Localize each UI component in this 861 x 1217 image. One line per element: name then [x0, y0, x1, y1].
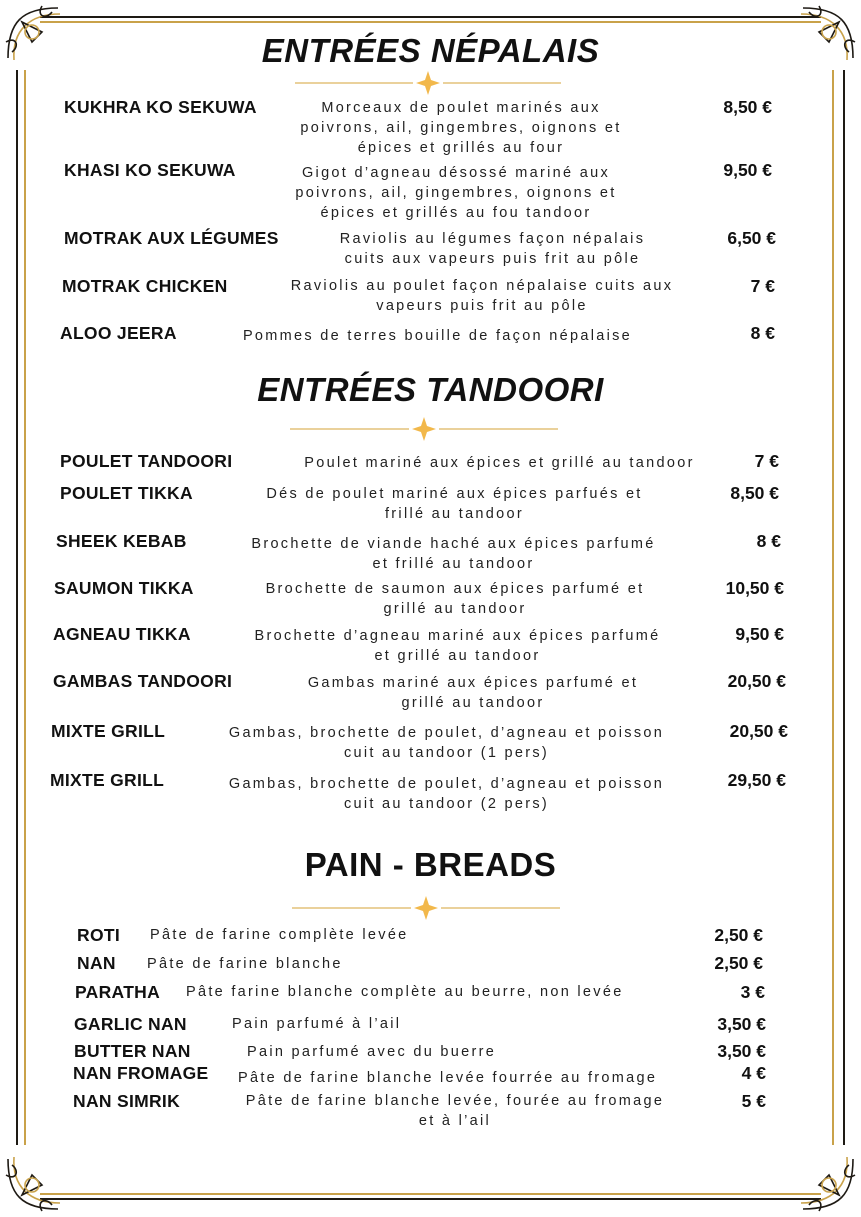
- item-description: Gigot d’agneau désossé mariné aux poivrons, ail, gingembres, oignons et épices et grillés au fou tandoor: [295, 165, 617, 221]
- star-divider-icon: [0, 896, 861, 920]
- item-price: 29,50 €: [727, 770, 786, 790]
- item-description: Brochette de viande haché aux épices parfumé et frillé au tandoor: [251, 536, 656, 572]
- item-name: BUTTER NAN: [74, 1041, 191, 1061]
- item-description: Pain parfumé avec du buerre: [247, 1044, 497, 1060]
- item-price: 8,50 €: [723, 97, 772, 117]
- item-name: NAN SIMRIK: [73, 1091, 181, 1111]
- item-description: Pâte de farine blanche: [147, 956, 343, 972]
- item-name: KUKHRA KO SEKUWA: [64, 97, 257, 117]
- item-name: MOTRAK CHICKEN: [62, 276, 228, 296]
- item-price: 2,50 €: [714, 953, 763, 973]
- item-price: 10,50 €: [725, 578, 784, 598]
- item-name: MIXTE GRILL: [50, 770, 165, 790]
- item-price: 9,50 €: [735, 624, 784, 644]
- item-description: Dés de poulet mariné aux épices parfués et frillé au tandoor: [266, 486, 643, 522]
- item-price: 3 €: [740, 982, 765, 1002]
- item-description: Brochette d’agneau mariné aux épices parfumé et grillé au tandoor: [254, 628, 661, 664]
- item-name: SHEEK KEBAB: [56, 531, 187, 551]
- item-price: 3,50 €: [717, 1041, 766, 1061]
- item-description: Pâte de farine complète levée: [150, 927, 409, 943]
- item-name: PARATHA: [75, 982, 161, 1002]
- item-description: Poulet mariné aux épices et grillé au tandoor: [304, 455, 695, 471]
- section-title-nepalais: ENTRÉES NÉPALAIS: [261, 32, 600, 69]
- item-description: Pâte de farine blanche levée fourrée au fromage: [238, 1070, 658, 1086]
- item-name: SAUMON TIKKA: [54, 578, 194, 598]
- item-name: GARLIC NAN: [74, 1014, 187, 1034]
- item-description: Pâte farine blanche complète au beurre, non levée: [186, 984, 624, 1000]
- item-description: Morceaux de poulet marinés aux poivrons, ail, gingembres, oignons et épices et grillés au four: [300, 100, 622, 156]
- item-price: 8,50 €: [730, 483, 779, 503]
- item-price: 3,50 €: [717, 1014, 766, 1034]
- item-price: 4 €: [741, 1063, 766, 1083]
- item-name: ROTI: [77, 925, 121, 945]
- item-price: 8 €: [750, 323, 775, 343]
- item-price: 7 €: [750, 276, 775, 296]
- item-name: GAMBAS TANDOORI: [53, 671, 233, 691]
- item-name: MOTRAK AUX LÉGUMES: [64, 228, 279, 248]
- item-name: MIXTE GRILL: [51, 721, 166, 741]
- item-description: Pain parfumé à l’ail: [232, 1016, 402, 1032]
- item-price: 20,50 €: [729, 721, 788, 741]
- item-price: 9,50 €: [723, 160, 772, 180]
- item-description: Gambas, brochette de poulet, d’agneau et poisson cuit au tandoor (2 pers): [228, 776, 665, 812]
- item-name: POULET TANDOORI: [60, 451, 233, 471]
- item-price: 2,50 €: [714, 925, 763, 945]
- item-price: 6,50 €: [727, 228, 776, 248]
- star-divider-icon: [0, 417, 861, 441]
- item-description: Raviolis au poulet façon népalaise cuits aux vapeurs puis frit au pôle: [290, 278, 674, 314]
- item-description: Pommes de terres bouille de façon népalaise: [242, 328, 633, 344]
- item-name: KHASI KO SEKUWA: [64, 160, 236, 180]
- star-divider-icon: [0, 71, 861, 95]
- item-name: POULET TIKKA: [60, 483, 193, 503]
- item-description: Brochette de saumon aux épices parfumé et grillé au tandoor: [265, 581, 645, 617]
- item-name: ALOO JEERA: [60, 323, 177, 343]
- item-description: Gambas mariné aux épices parfumé et grillé au tandoor: [307, 675, 639, 711]
- item-name: NAN: [77, 953, 116, 973]
- item-price: 8 €: [756, 531, 781, 551]
- item-name: AGNEAU TIKKA: [53, 624, 191, 644]
- corner-ornament-icon: [2, 1153, 64, 1215]
- corner-ornament-icon: [797, 1153, 859, 1215]
- section-title-tandoori: ENTRÉES TANDOORI: [257, 371, 604, 408]
- section-title-breads: PAIN - BREADS: [304, 846, 557, 883]
- item-description: Raviolis au légumes façon népalais cuits aux vapeurs puis frit au pôle: [339, 231, 646, 267]
- item-price: 20,50 €: [727, 671, 786, 691]
- item-price: 7 €: [754, 451, 779, 471]
- item-name: NAN FROMAGE: [73, 1063, 209, 1083]
- item-description: Gambas, brochette de poulet, d’agneau et poisson cuit au tandoor (1 pers): [228, 725, 665, 761]
- item-description: Pâte de farine blanche levée, fourée au fromage et à l’ail: [245, 1093, 665, 1129]
- item-price: 5 €: [741, 1091, 766, 1111]
